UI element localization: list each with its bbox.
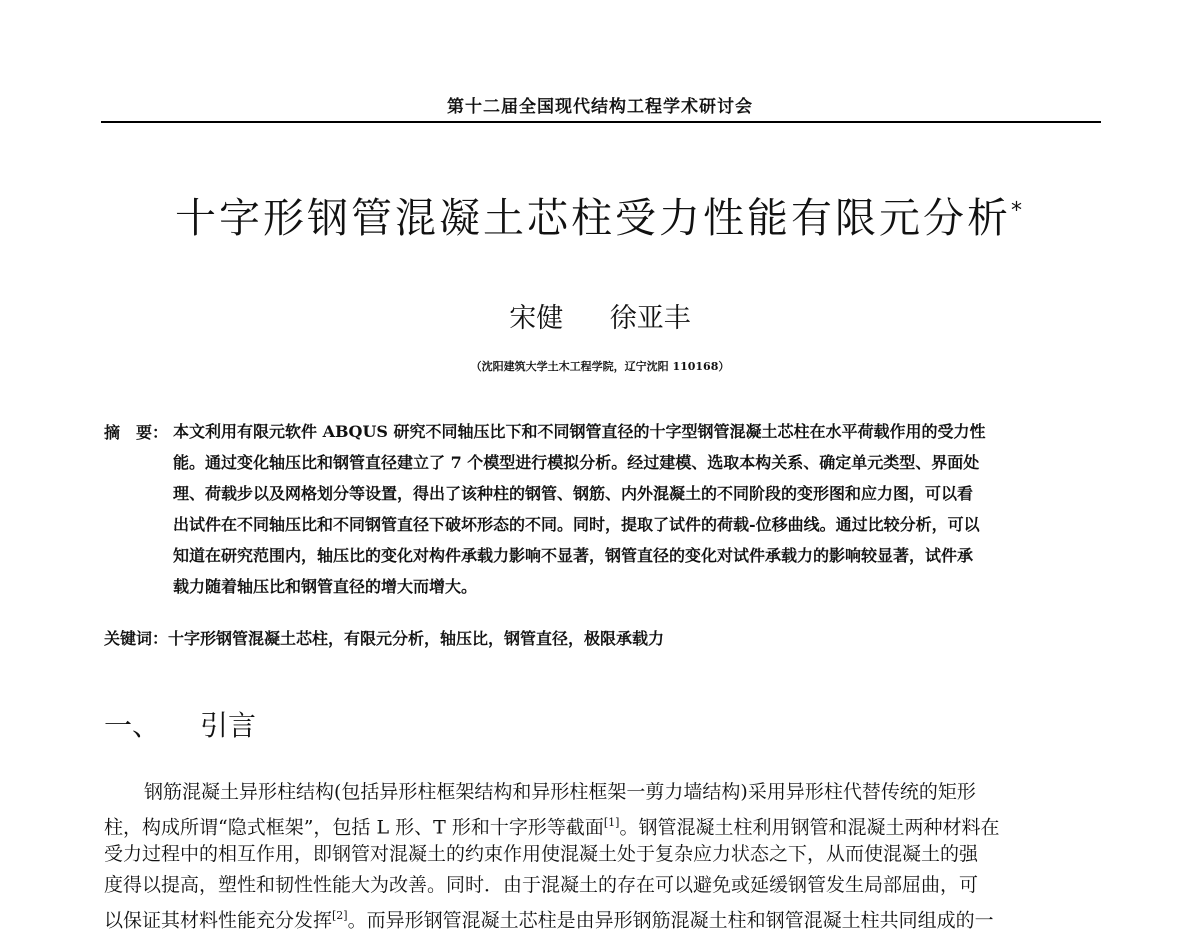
- paper-title-text: 十字形钢管混凝土芯柱受力性能有限元分析: [175, 194, 1011, 242]
- section-title: 引言: [200, 709, 257, 742]
- abstract-line: 知道在研究范围内，轴压比的变化对构件承载力影响不显著，钢管直径的变化对试件承载力的影响较显著，试件承: [173, 546, 974, 565]
- body-line: [104, 810, 1104, 841]
- author-name: 徐亚丰: [609, 303, 691, 334]
- section-number: 一、: [104, 709, 161, 742]
- title-footnote-mark: *: [1011, 198, 1025, 224]
- affiliation: （沈阳建筑大学土木工程学院，辽宁沈阳 110168）: [470, 360, 730, 373]
- keywords-text: 十字形钢管混凝土芯柱，有限元分析，轴压比，钢管直径，极限承载力: [168, 629, 665, 648]
- body-paragraph: [104, 779, 1104, 934]
- running-header: 第十二届全国现代结构工程学术研讨会: [447, 97, 753, 117]
- abstract-line: 出试件在不同轴压比和不同钢管直径下破坏形态的不同。同时，提取了试件的荷载-位移曲线。通过比较分析，可以: [173, 515, 980, 534]
- authors: [0, 296, 1200, 335]
- header-rule: [101, 121, 1101, 123]
- abstract-text: [173, 420, 1101, 606]
- body-line: 受力过程中的相互作用，即钢管对混凝土的约束作用使混凝土处于复杂应力状态之下，从而使混凝土的强: [104, 843, 979, 865]
- author-name: 宋健: [509, 303, 564, 334]
- body-line: [104, 903, 1104, 934]
- body-text: 以保证其材料性能充分发挥: [104, 909, 333, 932]
- body-text: 柱，构成所谓“隐式框架”，包括 L 形、T 形和十字形等截面: [104, 816, 604, 839]
- citation-ref: [2]: [332, 909, 348, 922]
- keywords: [104, 626, 664, 649]
- abstract-line: 理、荷载步以及网格划分等设置，得出了该种柱的钢管、钢筋、内外混凝土的不同阶段的变形图和应力图，可以看: [173, 484, 974, 503]
- abstract-line: 载力随着轴压比和钢管直径的增大而增大。: [173, 577, 478, 596]
- abstract-line: 能。通过变化轴压比和钢管直径建立了 7 个模型进行模拟分析。经过建模、选取本构关系、确定单元类型、界面处: [173, 453, 980, 472]
- body-line: 度得以提高，塑性和韧性性能大为改善。同时．由于混凝土的存在可以避免或延缓钢管发生局部屈曲，可: [104, 874, 979, 896]
- abstract-line: 本文利用有限元软件 ABQUS 研究不同轴压比下和不同钢管直径的十字型钢管混凝土芯柱在水平荷载作用的受力性: [173, 422, 986, 441]
- citation-ref: [1]: [603, 816, 620, 829]
- body-line: 钢筋混凝土异形柱结构(包括异形柱框架结构和异形柱框架一剪力墙结构)采用异形柱代替传统的矩形: [144, 781, 976, 803]
- body-text: 。而异形钢管混凝土芯柱是由异形钢筋混凝土柱和钢管混凝土柱共同组成的一: [347, 909, 994, 932]
- keywords-label: 关键词：: [104, 629, 169, 648]
- abstract-label: 摘 要：: [104, 423, 169, 442]
- section-heading: [104, 704, 256, 744]
- body-text: 。钢管混凝土柱利用钢管和混凝土两种材料在: [619, 816, 1000, 839]
- paper-title: [0, 185, 1200, 244]
